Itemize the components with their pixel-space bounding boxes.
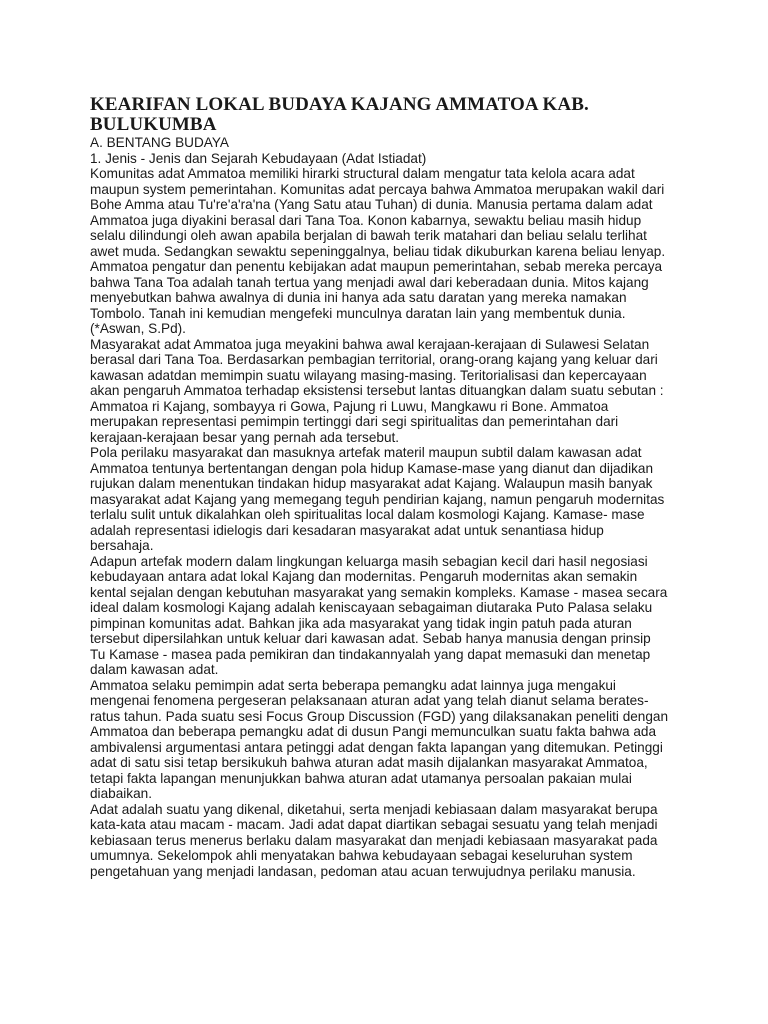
body-text-line: bersahaja. bbox=[90, 538, 154, 553]
body-text-line: Tombolo. Tanah ini kemudian mengefeki munculnya daratan lain yang membentuk dunia. bbox=[90, 305, 626, 321]
body-text-line: merupakan representasi pemimpin tertinggi dari segi spiritualitas dan pemerintahan dari bbox=[90, 414, 619, 429]
body-text-line: adat di satu sisi tetap bersikukuh bahwa aturan adat masih dijalankan masyarakat Ammatoa, bbox=[90, 755, 648, 770]
body-text-line: Ammatoa tentunya bertentangan dengan pola hidup Kamase-mase yang dianut dan dijadikan bbox=[90, 460, 654, 476]
body-text-line: selalu dilindungi oleh awan apabila berjalan di bawah terik matahari dan beliau selalu terlihat bbox=[90, 228, 647, 243]
document-body bbox=[90, 135, 690, 879]
section-heading: A. BENTANG BUDAYA bbox=[90, 135, 229, 150]
body-text-line: kerajaan-kerajaan besar yang pernah ada tersebut. bbox=[90, 429, 400, 445]
body-text-line: Ammatoa selaku pemimpin adat serta beberapa pemangku adat lainnya juga mengakui bbox=[90, 677, 616, 693]
title-line: BULUKUMBA bbox=[90, 114, 217, 135]
body-text-line: kebiasaan terus menerus berlaku dalam masyarakat dan menjadi kebiasaan masyarakat pada bbox=[90, 832, 658, 848]
body-text-line: Tu Kamase - masea pada pemikiran dan tindakannyalah yang dapat memasuki dan menetap bbox=[90, 646, 651, 662]
body-text-line: kebudayaan antara adat lokal Kajang dan modernitas. Pengaruh modernitas akan semakin bbox=[90, 569, 638, 584]
body-text-line: tersebut dipersilahkan untuk keluar dari kawasan adat. Sebab hanya manusia dengan prinsip bbox=[90, 631, 651, 646]
body-text-line: Komunitas adat Ammatoa memiliki hirarki structural dalam mengatur tata kelola acara adat bbox=[90, 166, 635, 181]
body-text-line: akan pengaruh Ammatoa terhadap eksistensi tersebut lantas dituangkan dalam suatu sebutan : bbox=[90, 383, 664, 398]
body-text-line: tetapi fakta lapangan menunjukkan bahwa aturan adat utamanya persoalan pakaian mulai bbox=[90, 770, 632, 786]
body-text-line: Ammatoa juga diyakini berasal dari Tana Toa. Konon kabarnya, sewaktu beliau masih hidup bbox=[90, 212, 642, 228]
body-text-line: awet muda. Sedangkan sewaktu sepeninggalnya, beliau tidak dikuburkan karena beliau lenyap. bbox=[90, 243, 666, 259]
document-title bbox=[90, 95, 690, 135]
subsection-heading: 1. Jenis - Jenis dan Sejarah Kebudayaan (Adat Istiadat) bbox=[90, 150, 427, 166]
body-text-line: Ammatoa dan beberapa pemangku adat di dusun Pangi memunculkan suatu fakta bahwa ada bbox=[90, 724, 657, 739]
body-text-line: diabaikan. bbox=[90, 786, 152, 801]
body-text-line: kata-kata atau macam - macam. Jadi adat dapat diartikan sebagai sesuatu yang telah menjadi bbox=[90, 817, 658, 832]
body-text-line: pengetahuan yang menjadi landasan, pedoman atau acuan terwujudnya perilaku manusia. bbox=[90, 863, 636, 879]
body-text-line: dalam kawasan adat. bbox=[90, 662, 219, 677]
body-text-line: mengenai fenomena pergeseran pelaksanaan aturan adat yang telah dianut selama berates- bbox=[90, 693, 649, 708]
document-page bbox=[90, 95, 690, 879]
body-text-line: ratus tahun. Pada suatu sesi Focus Group Discussion (FGD) yang dilaksanakan peneliti dengan bbox=[90, 708, 669, 724]
body-text-line: Bohe Amma atau Tu're'a'ra'na (Yang Satu atau Tuhan) di dunia. Manusia pertama dalam adat bbox=[90, 197, 653, 212]
body-text-line: Ammatoa pengatur dan penentu kebijakan adat maupun pemerintahan, sebab mereka percaya bbox=[90, 259, 663, 274]
body-text-line: ambivalensi argumentasi antara petinggi adat dengan fakta lapangan yang ditemukan. Petinggi bbox=[90, 739, 663, 755]
body-text-line: maupun system pemerintahan. Komunitas adat percaya bahwa Ammatoa merupakan wakil dari bbox=[90, 181, 665, 197]
body-text-line: adalah representasi idielogis dari kesadaran masyarakat adat untuk senantiasa hidup bbox=[90, 522, 604, 538]
body-text-line: umumnya. Sekelompok ahli menyatakan bahwa kebudayaan sebagai keseluruhan system bbox=[90, 848, 633, 863]
body-text-line: Ammatoa ri Kajang, sombayya ri Gowa, Pajung ri Luwu, Mangkawu ri Bone. Ammatoa bbox=[90, 398, 609, 414]
body-text-line: terlalu sulit untuk dikalahkan oleh spiritualitas local dalam kosmologi Kajang. Kamase- mase bbox=[90, 507, 645, 522]
body-text-line: berasal dari Tana Toa. Berdasarkan pembagian territorial, orang-orang kajang yang keluar dari bbox=[90, 352, 658, 367]
body-text-line: menyebutkan bahwa awalnya di dunia ini hanya ada satu daratan yang mereka namakan bbox=[90, 290, 627, 305]
body-text-line: kawasan adatdan memimpin suatu wilayang masing-masing. Teritorialisasi dan kepercayaan bbox=[90, 367, 647, 383]
body-text-line: rujukan dalam menentukan tindakan hidup masyarakat adat Kajang. Walaupun masih banyak bbox=[90, 476, 653, 491]
body-text-line: Pola perilaku masyarakat dan masuknya artefak materil maupun subtil dalam kawasan adat bbox=[90, 445, 642, 460]
body-text-line: (*Aswan, S.Pd). bbox=[90, 321, 186, 336]
body-text-line: Masyarakat adat Ammatoa juga meyakini bahwa awal kerajaan-kerajaan di Sulawesi Selatan bbox=[90, 336, 650, 352]
body-text-line: kental sejalan dengan kebutuhan masyarakat yang semakin kompleks. Kamase - masea secara bbox=[90, 584, 668, 600]
body-text-line: ideal dalam kosmologi Kajang adalah keniscayaan sebagaiman diutaraka Puto Palasa selaku bbox=[90, 600, 653, 615]
body-text-line: Adat adalah suatu yang dikenal, diketahui, serta menjadi kebiasaan dalam masyarakat berupa bbox=[90, 801, 658, 817]
body-text-line: bahwa Tana Toa adalah tanah tertua yang menjadi awal dari keberadaan dunia. Mitos kajang bbox=[90, 274, 649, 290]
title-line: KEARIFAN LOKAL BUDAYA KAJANG AMMATOA KAB. bbox=[90, 94, 589, 115]
body-text-line: Adapun artefak modern dalam lingkungan keluarga masih sebagian kecil dari hasil negosiasi bbox=[90, 553, 648, 569]
body-text-line: pimpinan komunitas adat. Bahkan jika ada masyarakat yang tidak ingin patuh pada aturan bbox=[90, 615, 632, 631]
body-text-line: masyarakat adat Kajang yang memegang teguh pendirian kajang, namun pengaruh modernitas bbox=[90, 491, 665, 507]
